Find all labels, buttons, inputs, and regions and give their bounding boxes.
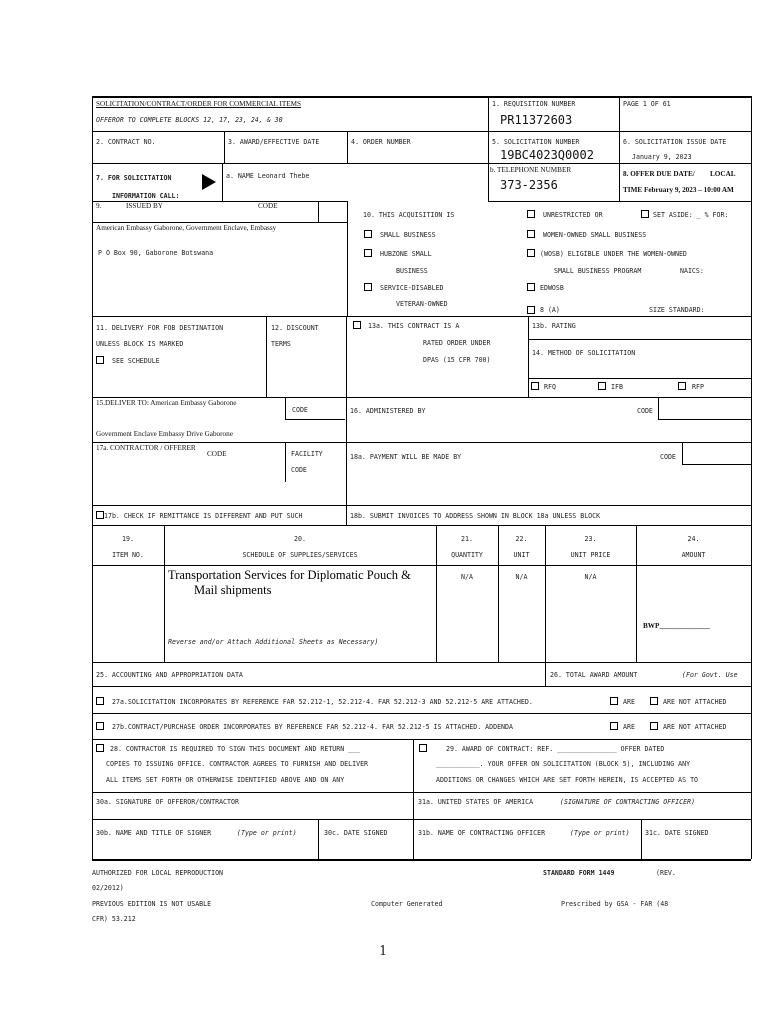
col24-number: 24. <box>687 535 700 543</box>
unrestricted-label: UNRESTRICTED OR <box>543 211 603 219</box>
small-business-label: SMALL BUSINESS <box>380 231 436 239</box>
b31a-label: 31a. UNITED STATES OF AMERICA <box>418 798 534 806</box>
col23-number: 23. <box>584 535 597 543</box>
for-solicitation-label: 7. FOR SOLICITATION <box>96 174 172 182</box>
accounting-label: 25. ACCOUNTING AND APPROPRIATION DATA <box>96 671 243 679</box>
b27a-label: 27a.SOLICITATION INCORPORATES BY REFERENCE FAR 52.212-1, 52.212-4. FAR 52.212-3 AND 52.212-5 ARE ATTACHED. <box>112 698 533 706</box>
b27a-are-checkbox[interactable] <box>610 697 618 705</box>
b27a-are-not-checkbox[interactable] <box>650 697 658 705</box>
sdvosb-checkbox[interactable] <box>364 283 372 291</box>
col20-number: 20. <box>294 535 306 543</box>
remittance-label: 17b. CHECK IF REMITTANCE IS DIFFERENT AND PUT SUCH <box>104 512 303 520</box>
b28-line2: COPIES TO ISSUING OFFICE. CONTRACTOR AGREES TO FURNISH AND DELIVER <box>106 760 369 768</box>
edwosb-checkbox[interactable] <box>527 283 535 291</box>
size-standard-label: SIZE STANDARD: <box>649 306 705 314</box>
terms-label: TERMS <box>271 340 291 348</box>
eight-a-label: 8 (A) <box>540 306 560 314</box>
b28-checkbox[interactable] <box>96 744 104 752</box>
col19-number: 19. <box>122 535 134 543</box>
naics-label: NAICS: <box>680 267 704 275</box>
b27b-are-checkbox[interactable] <box>610 722 618 730</box>
see-schedule-label: SEE SCHEDULE <box>112 357 160 365</box>
requisition-label: 1. REQUISITION NUMBER <box>492 100 576 108</box>
information-call: INFORMATION CALL: <box>112 192 180 200</box>
deliver-to-label: 15.DELIVER TO: American Embassy Gaborone <box>96 399 237 407</box>
administered-by-label: 16. ADMINISTERED BY <box>350 407 426 415</box>
wosb-checkbox[interactable] <box>527 230 535 238</box>
arrow-right-icon <box>202 174 216 190</box>
rfp-label: RFP <box>692 383 704 391</box>
footer-rev-date: 02/2012) <box>92 884 124 892</box>
item-description-line1: Transportation Services for Diplomatic Pouch & <box>168 568 411 582</box>
set-aside-checkbox[interactable] <box>641 210 649 218</box>
item-amount: BWP______________ <box>643 622 710 630</box>
deliver-to-address: Government Enclave Embassy Drive Gaborone <box>96 430 233 438</box>
eight-a-checkbox[interactable] <box>527 306 535 314</box>
rated-order-checkbox[interactable] <box>353 321 361 329</box>
issued-by-address-line1: American Embassy Gaborone, Government Enclave, Embassy <box>96 224 277 232</box>
reverse-note: Reverse and/or Attach Additional Sheets as Necessary) <box>168 638 379 646</box>
page-number: 1 <box>379 944 388 959</box>
b31b-label: 31b. NAME OF CONTRACTING OFFICER <box>418 829 546 837</box>
footer-standard-form: STANDARD FORM 1449 <box>543 869 615 877</box>
b29-checkbox[interactable] <box>419 744 427 752</box>
b29-line1: 29. AWARD OF CONTRACT: REF. _______________ OFFER DATED <box>446 745 665 753</box>
method-label: 14. METHOD OF SOLICITATION <box>532 349 636 357</box>
wosb-eligible-checkbox[interactable] <box>527 249 535 257</box>
form-title: SOLICITATION/CONTRACT/ORDER FOR COMMERCIAL ITEMS <box>96 100 302 108</box>
wosb-eligible-label: (WOSB) ELIGIBLE UNDER THE WOMEN-OWNED <box>540 250 687 258</box>
b28-line3: ALL ITEMS SET FORTH OR OTHERWISE IDENTIFIED ABOVE AND ON ANY <box>106 776 345 784</box>
b30c-label: 30c. DATE SIGNED <box>324 829 388 837</box>
rfq-label: RFQ <box>544 383 556 391</box>
small-business-checkbox[interactable] <box>364 230 372 238</box>
b29-line3: ADDITIONS OR CHANGES WHICH ARE SET FORTH HEREIN, IS ACCEPTED AS TO <box>436 776 699 784</box>
deliver-to-code-label: CODE <box>292 406 308 414</box>
b31a-signature-hint: (SIGNATURE OF CONTRACTING OFFICER) <box>560 798 695 806</box>
solicitation-number-label: 5. SOLICITATION NUMBER <box>492 138 580 146</box>
see-schedule-checkbox[interactable] <box>96 356 104 364</box>
footer-previous-edition: PREVIOUS EDITION IS NOT USABLE <box>92 900 212 908</box>
rating-label: 13b. RATING <box>532 322 576 330</box>
issue-date-value: January 9, 2023 <box>632 153 692 161</box>
contract-no-label: 2. CONTRACT NO. <box>96 138 156 146</box>
submit-invoices-label: 18b. SUBMIT INVOICES TO ADDRESS SHOWN IN BLOCK 18a UNLESS BLOCK <box>350 512 601 520</box>
hubzone-business-label: BUSINESS <box>396 267 428 275</box>
veteran-owned-label: VETERAN-OWNED <box>396 300 448 308</box>
facility-code-label: CODE <box>291 466 307 474</box>
issued-by-code-label: CODE <box>258 202 278 210</box>
discount-label: 12. DISCOUNT <box>271 324 319 332</box>
col21-number: 21. <box>461 535 473 543</box>
b28-line1: 28. CONTRACTOR IS REQUIRED TO SIGN THIS DOCUMENT AND RETURN ___ <box>110 745 361 753</box>
b31c-label: 31c. DATE SIGNED <box>645 829 709 837</box>
col23-header: UNIT PRICE <box>570 551 611 559</box>
footer-rev: (REV. <box>656 869 676 877</box>
b27b-are-not-label: ARE NOT ATTACHED <box>663 723 727 731</box>
contractor-code-label: CODE <box>207 450 227 458</box>
b30b-hint: (Type or print) <box>237 829 297 837</box>
offer-due-time: TIME February 9, 2023 – 10:00 AM <box>623 186 734 194</box>
b27b-label: 27b.CONTRACT/PURCHASE ORDER INCORPORATES BY REFERENCE FAR 52.212-4. FAR 52.212-5 IS ATTACHED. ADDENDA <box>112 723 513 731</box>
item-description-line2: Mail shipments <box>194 583 272 597</box>
item-quantity: N/A <box>461 573 473 581</box>
b31b-hint: (Type or print) <box>570 829 630 837</box>
administered-by-code-label: CODE <box>637 407 653 415</box>
footer-cfr: CFR) 53.212 <box>92 915 136 923</box>
sb-program-label: SMALL BUSINESS PROGRAM <box>554 267 642 275</box>
b27a-checkbox[interactable] <box>96 697 104 705</box>
b27b-are-not-checkbox[interactable] <box>650 722 658 730</box>
col19-header: ITEM NO. <box>112 551 144 559</box>
b27a-are-not-label: ARE NOT ATTACHED <box>663 698 727 706</box>
item-unit: N/A <box>515 573 528 581</box>
ifb-checkbox[interactable] <box>598 382 606 390</box>
dpas-label: DPAS (15 CFR 700) <box>423 356 491 364</box>
payment-label: 18a. PAYMENT WILL BE MADE BY <box>350 453 462 461</box>
footer-computer-generated: Computer Generated <box>371 900 443 908</box>
contact-name: a. NAME Leonard Thebe <box>226 172 310 180</box>
b27b-checkbox[interactable] <box>96 722 104 730</box>
page-label: PAGE 1 OF 61 <box>623 100 671 108</box>
rated-contract-label: 13a. THIS CONTRACT IS A <box>368 322 460 330</box>
payment-code-label: CODE <box>660 453 676 461</box>
telephone-value: 373-2356 <box>500 178 558 192</box>
rated-order-label: RATED ORDER UNDER <box>423 339 491 347</box>
issued-by-num: 9. <box>96 202 102 210</box>
b30a-label: 30a. SIGNATURE OF OFFEROR/CONTRACTOR <box>96 798 239 806</box>
col22-header: UNIT <box>513 551 530 559</box>
order-number-label: 4. ORDER NUMBER <box>351 138 411 146</box>
col22-number: 22. <box>515 535 528 543</box>
offeror-note: OFFEROR TO COMPLETE BLOCKS 12, 17, 23, 24, & 30 <box>96 116 283 124</box>
rfq-checkbox[interactable] <box>531 382 539 390</box>
delivery-label: 11. DELIVERY FOR FOB DESTINATION <box>96 324 224 332</box>
col21-header: QUANTITY <box>451 551 483 559</box>
hubzone-label: HUBZONE SMALL <box>380 250 432 258</box>
facility-label: FACILITY <box>291 450 323 458</box>
rfp-checkbox[interactable] <box>678 382 686 390</box>
solicitation-number-value: 19BC4023Q0002 <box>500 148 594 162</box>
issue-date-label: 6. SOLICITATION ISSUE DATE <box>623 138 727 146</box>
footer-prescribed: Prescribed by GSA - FAR (48 <box>561 900 669 908</box>
sdvosb-label: SERVICE-DISABLED <box>380 284 444 292</box>
unless-block-label: UNLESS BLOCK IS MARKED <box>96 340 184 348</box>
requisition-value: PR11372603 <box>500 113 573 127</box>
wosb-label: WOMEN-OWNED SMALL BUSINESS <box>543 231 647 239</box>
unrestricted-checkbox[interactable] <box>527 210 535 218</box>
b27b-are-label: ARE <box>623 723 635 731</box>
issued-by-address-line2: P O Box 90, Gaborone Botswana <box>98 249 214 257</box>
col24-header: AMOUNT <box>681 551 706 559</box>
set-aside-label: SET ASIDE: _ % FOR: <box>653 211 729 219</box>
b27a-are-label: ARE <box>623 698 635 706</box>
hubzone-checkbox[interactable] <box>364 249 372 257</box>
remittance-checkbox[interactable] <box>96 511 104 519</box>
contractor-label: 17a. CONTRACTOR / OFFERER <box>96 444 196 452</box>
item-unit-price: N/A <box>584 573 597 581</box>
award-date-label: 3. AWARD/EFFECTIVE DATE <box>228 138 320 146</box>
for-govt-use-label: (For Govt. Use <box>682 671 738 679</box>
telephone-label: b. TELEPHONE NUMBER <box>490 166 572 174</box>
edwosb-label: EDWOSB <box>540 284 564 292</box>
issued-by-label: ISSUED BY <box>126 202 163 210</box>
b29-line2: ___________. YOUR OFFER ON SOLICITATION (BLOCK 5), INCLUDING ANY <box>436 760 691 768</box>
ifb-label: IFB <box>611 383 623 391</box>
total-award-label: 26. TOTAL AWARD AMOUNT <box>550 671 638 679</box>
offer-due-label: 8. OFFER DUE DATE/ <box>623 170 695 178</box>
footer-authorized: AUTHORIZED FOR LOCAL REPRODUCTION <box>92 869 224 877</box>
acquisition-label: 10. THIS ACQUISITION IS <box>363 211 455 219</box>
b30b-label: 30b. NAME AND TITLE OF SIGNER <box>96 829 212 837</box>
col20-header: SCHEDULE OF SUPPLIES/SERVICES <box>242 551 358 559</box>
offer-due-local: LOCAL <box>710 170 736 178</box>
